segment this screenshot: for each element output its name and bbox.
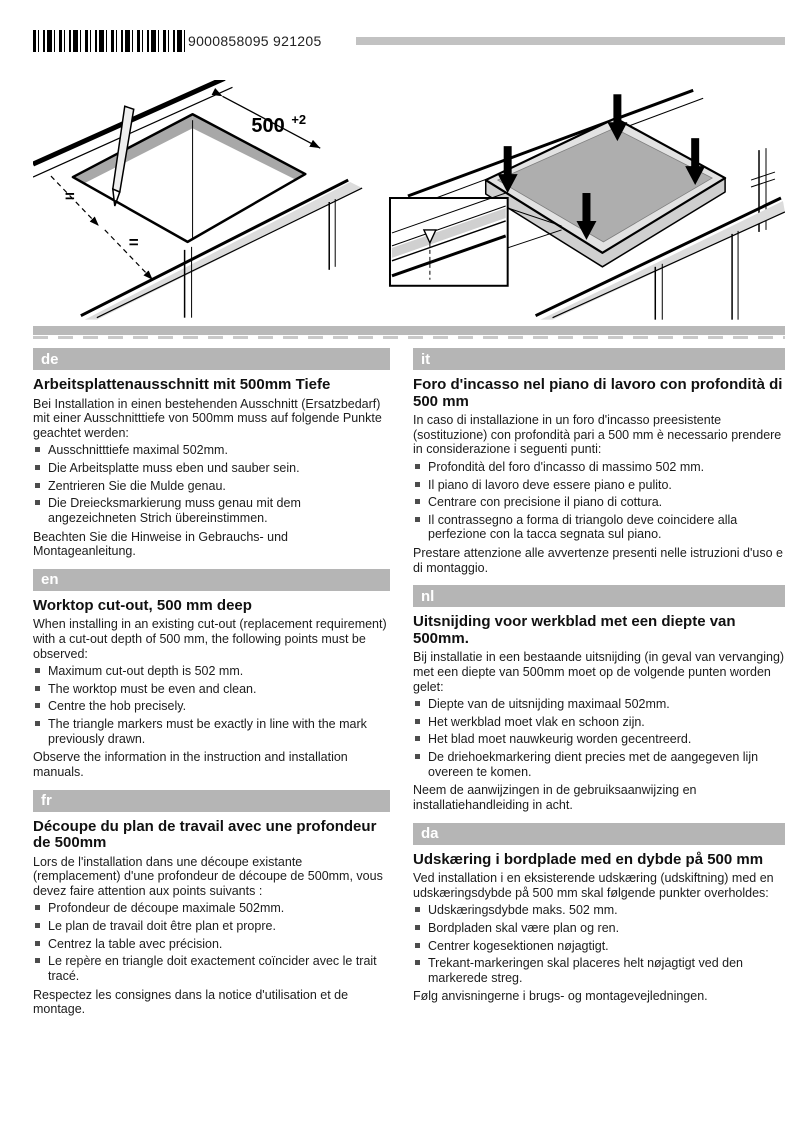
- section-outro: Beachten Sie die Hinweise in Gebrauchs- und Montageanleitung.: [33, 529, 289, 559]
- section-outro: Følg anvisningerne i brugs- og montagevejledningen.: [413, 989, 708, 1004]
- column-left: [33, 338, 390, 1017]
- bullet-square-icon: [415, 943, 420, 948]
- bullet-square-icon: [35, 447, 40, 452]
- bullet-square-icon: [35, 923, 40, 928]
- list-item: Centre the hob precisely.: [33, 699, 390, 714]
- list-item: Ausschnitttiefe maximal 502mm.: [33, 443, 390, 458]
- equal-mark-1: =: [64, 186, 75, 206]
- list-item: Zentrieren Sie die Mulde genau.: [33, 479, 390, 494]
- barcode-icon: [33, 30, 185, 52]
- bullet-square-icon: [35, 500, 40, 505]
- section-it: [413, 348, 785, 575]
- bullet-square-icon: [415, 701, 420, 706]
- bullet-list: [33, 901, 390, 983]
- list-item: Il contrassegno a forma di triangolo deve coincidere alla perfezione con la tacca segnata sul piano.: [413, 513, 785, 542]
- bullet-square-icon: [415, 960, 420, 965]
- section-outro: Respectez les consignes dans la notice d'utilisation et de montage.: [33, 987, 349, 1017]
- bullet-square-icon: [35, 941, 40, 946]
- list-item: Trekant-markeringen skal placeres helt nøjagtigt ved den markerede streg.: [413, 956, 785, 985]
- language-code: nl: [421, 587, 435, 605]
- bullet-square-icon: [35, 905, 40, 910]
- section-title: Arbeitsplattenausschnitt mit 500mm Tiefe: [33, 376, 331, 393]
- bullet-square-icon: [415, 925, 420, 930]
- bullet-square-icon: [35, 668, 40, 673]
- language-code: fr: [41, 792, 52, 809]
- list-item: Diepte van de uitsnijding maximaal 502mm.: [413, 697, 785, 712]
- bullet-square-icon: [415, 907, 420, 912]
- section-nl: [413, 585, 785, 812]
- bullet-list: [413, 903, 785, 985]
- dimension-label: 500: [251, 115, 285, 138]
- dimension-tolerance-label: +2: [291, 112, 307, 128]
- list-item: Udskæringsdybde maks. 502 mm.: [413, 903, 785, 918]
- bullet-list: [413, 460, 785, 542]
- bullet-list: [33, 443, 390, 525]
- language-code: da: [421, 825, 439, 842]
- section-intro: Bei Installation in einen bestehenden Ausschnitt (Ersatzbedarf) mit einer Ausschnitttiefe von 500mm muss auf folgende Punkte geachtet werden:: [33, 396, 382, 440]
- list-item: Le plan de travail doit être plan et propre.: [33, 919, 390, 934]
- bullet-square-icon: [415, 517, 420, 522]
- section-outro: Neem de aanwijzingen in de gebruiksaanwijzing en installatiehandleiding in acht.: [413, 783, 697, 812]
- part-number: 9000858095 921205: [188, 33, 322, 49]
- bullet-square-icon: [415, 719, 420, 724]
- list-item: Die Dreiecksmarkierung muss genau mit dem angezeichneten Strich übereinstimmen.: [33, 496, 390, 525]
- bullet-list: [413, 697, 785, 779]
- section-en: [33, 569, 390, 780]
- section-intro: Ved installation i en eksisterende udskæring (udskiftning) med en udskæringsdybde på 500 mm skal følgende punkter overholdes:: [413, 871, 774, 900]
- bullet-square-icon: [415, 736, 420, 741]
- section-de: [33, 348, 390, 559]
- section-separator: [33, 326, 785, 335]
- section-title: Uitsnijding voor werkblad met een diepte van 500mm.: [413, 613, 736, 647]
- section-intro: When installing in an existing cut-out (replacement requirement) with a cut-out depth of 500 mm, the following points must be observed:: [33, 617, 387, 661]
- alignment-detail-inset: [390, 193, 508, 286]
- language-tag-de: [33, 348, 390, 370]
- section-title: Foro d'incasso nel piano di lavoro con profondità di 500 mm: [413, 376, 783, 410]
- list-item: De driehoekmarkering dient precies met de aangegeven lijn overeen te komen.: [413, 750, 785, 779]
- list-item: Die Arbeitsplatte muss eben und sauber sein.: [33, 461, 390, 476]
- list-item: Centrare con precisione il piano di cottura.: [413, 495, 785, 510]
- section-fr: [33, 790, 390, 1017]
- list-item: Le repère en triangle doit exactement coïncider avec le trait tracé.: [33, 954, 390, 983]
- bullet-square-icon: [415, 464, 420, 469]
- list-item: The worktop must be even and clean.: [33, 682, 390, 697]
- bullet-list: [33, 664, 390, 746]
- language-code: it: [421, 350, 431, 368]
- section-title: Découpe du plan de travail avec une profondeur de 500mm: [33, 817, 377, 851]
- language-tag-da: [413, 823, 785, 845]
- bullet-square-icon: [35, 483, 40, 488]
- language-tag-en: [33, 569, 390, 591]
- language-tag-fr: [33, 790, 390, 812]
- bullet-square-icon: [35, 686, 40, 691]
- section-title: Udskæring i bordplade med en dybde på 500 mm: [413, 850, 764, 868]
- figure-hob-insertion: [386, 80, 785, 320]
- bullet-square-icon: [35, 721, 40, 726]
- list-item: Il piano di lavoro deve essere piano e pulito.: [413, 478, 785, 493]
- equal-mark-2: =: [128, 232, 139, 252]
- section-intro: Bij installatie in een bestaande uitsnijding (in geval van vervanging) met een diepte van 500mm moet op de volgende punten worden gelet:: [413, 650, 785, 694]
- bullet-square-icon: [415, 754, 420, 759]
- language-code: de: [41, 350, 59, 368]
- header-rule: [356, 37, 785, 45]
- bullet-square-icon: [35, 703, 40, 708]
- list-item: Het blad moet nauwkeurig worden gecentreerd.: [413, 732, 785, 747]
- language-tag-nl: [413, 585, 785, 607]
- bullet-square-icon: [35, 958, 40, 963]
- bullet-square-icon: [415, 499, 420, 504]
- list-item: Centrez la table avec précision.: [33, 937, 390, 952]
- section-outro: Observe the information in the instruction and installation manuals.: [33, 750, 348, 779]
- section-outro: Prestare attenzione alle avvertenze presenti nelle istruzioni d'uso e di montaggio.: [413, 546, 783, 575]
- list-item: The triangle markers must be exactly in line with the mark previously drawn.: [33, 717, 390, 746]
- bullet-square-icon: [415, 482, 420, 487]
- text-columns: [33, 338, 785, 1017]
- figure-cutout-marking: [33, 80, 390, 320]
- section-title: Worktop cut-out, 500 mm deep: [33, 596, 252, 614]
- section-intro: In caso di installazione in un foro d'incasso preesistente (sostituzione) con profondità pari a 500 mm è necessario prendere in considerazione i seguenti punti:: [413, 413, 782, 457]
- column-right: [413, 338, 785, 1017]
- section-da: [413, 823, 785, 1005]
- page-header: [33, 30, 785, 54]
- list-item: Profondeur de découpe maximale 502mm.: [33, 901, 390, 916]
- list-item: Bordpladen skal være plan og ren.: [413, 921, 785, 936]
- list-item: Centrer kogesektionen nøjagtigt.: [413, 939, 785, 954]
- section-intro: Lors de l'installation dans une découpe existante (remplacement) d'une profondeur de découpe de 500mm, vous devez faire attention aux points suivants :: [33, 854, 383, 898]
- language-code: en: [41, 571, 59, 589]
- language-tag-it: [413, 348, 785, 370]
- list-item: Profondità del foro d'incasso di massimo 502 mm.: [413, 460, 785, 475]
- list-item: Maximum cut-out depth is 502 mm.: [33, 664, 390, 679]
- bullet-square-icon: [35, 465, 40, 470]
- list-item: Het werkblad moet vlak en schoon zijn.: [413, 715, 785, 730]
- figures-row: [33, 80, 785, 320]
